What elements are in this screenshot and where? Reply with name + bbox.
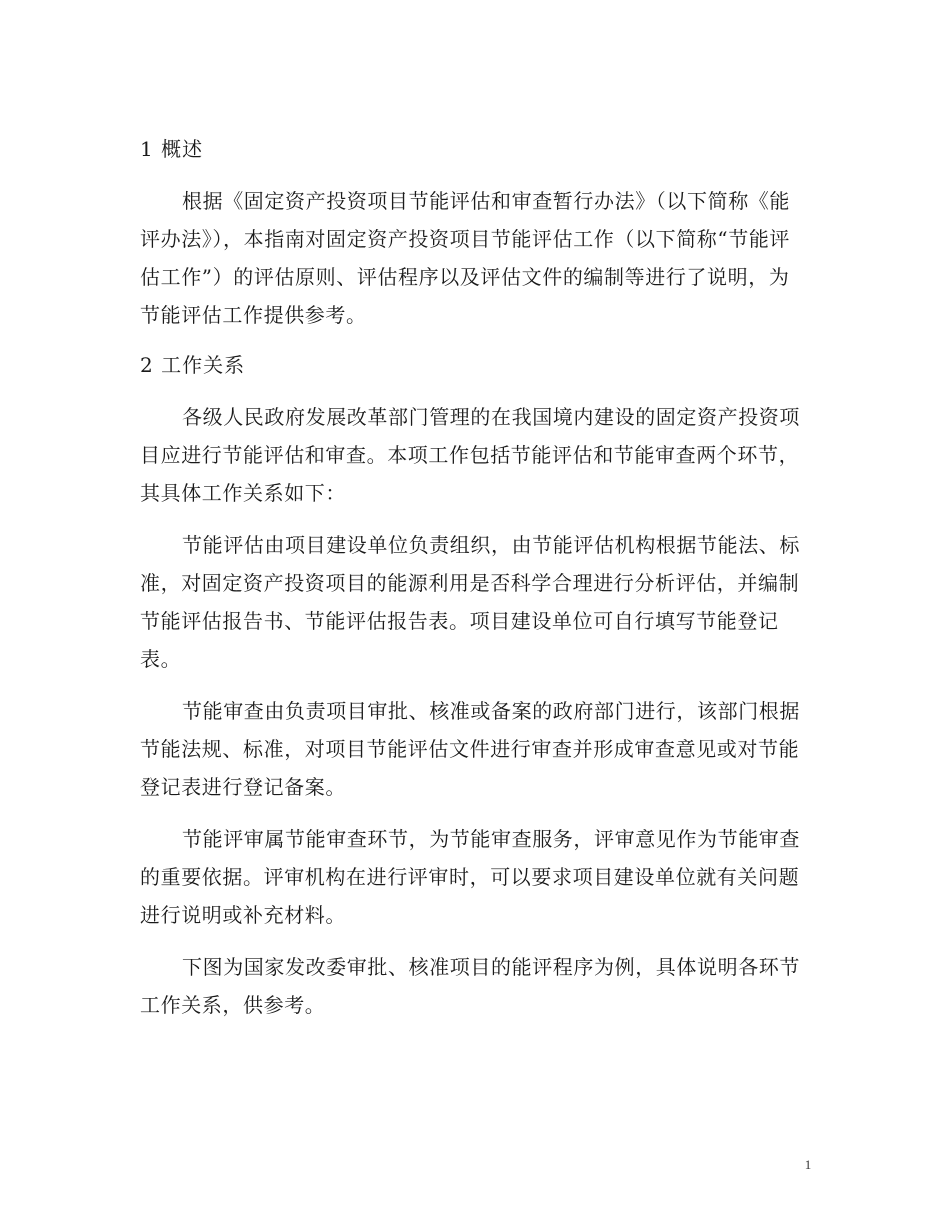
paragraph-overview: 根据《固定资产投资项目节能评估和审查暂行办法》（以下简称《能评办法》），本指南对固定资产投资项目节能评估工作（以下简称“节能评估工作”）的评估原则、评估程序以及评估文件的编制等进行了说明，为节能评估工作提供参考。: [140, 189, 791, 327]
section-heading-work-relations: 2 工作关系: [140, 353, 246, 377]
paragraph-energy-review: 节能审查由负责项目审批、核准或备案的政府部门进行，该部门根据节能法规、标准，对项目节能评估文件进行审查并形成审查意见或对节能登记表进行登记备案。: [140, 699, 800, 799]
section-heading-overview: 1 概述: [140, 137, 204, 161]
document-body: [140, 132, 808, 1038]
paragraph-energy-assessment: 节能评估由项目建设单位负责组织，由节能评估机构根据节能法、标准，对固定资产投资项目的能源利用是否科学合理进行分析评估，并编制节能评估报告书、节能评估报告表。项目建设单位可自行填写节能登记表。: [140, 533, 800, 671]
paragraph-work-relations-intro: 各级人民政府发展改革部门管理的在我国境内建设的固定资产投资项目应进行节能评估和审查。本项工作包括节能评估和节能审查两个环节，其具体工作关系如下：: [140, 405, 800, 505]
paragraph-energy-evaluation: 节能评审属节能审查环节，为节能审查服务，评审意见作为节能审查的重要依据。评审机构在进行评审时，可以要求项目建设单位就有关问题进行说明或补充材料。: [140, 827, 800, 927]
page-number: 1: [804, 1157, 812, 1172]
paragraph-procedure-figure-note: 下图为国家发改委审批、核准项目的能评程序为例，具体说明各环节工作关系，供参考。: [140, 955, 800, 1017]
